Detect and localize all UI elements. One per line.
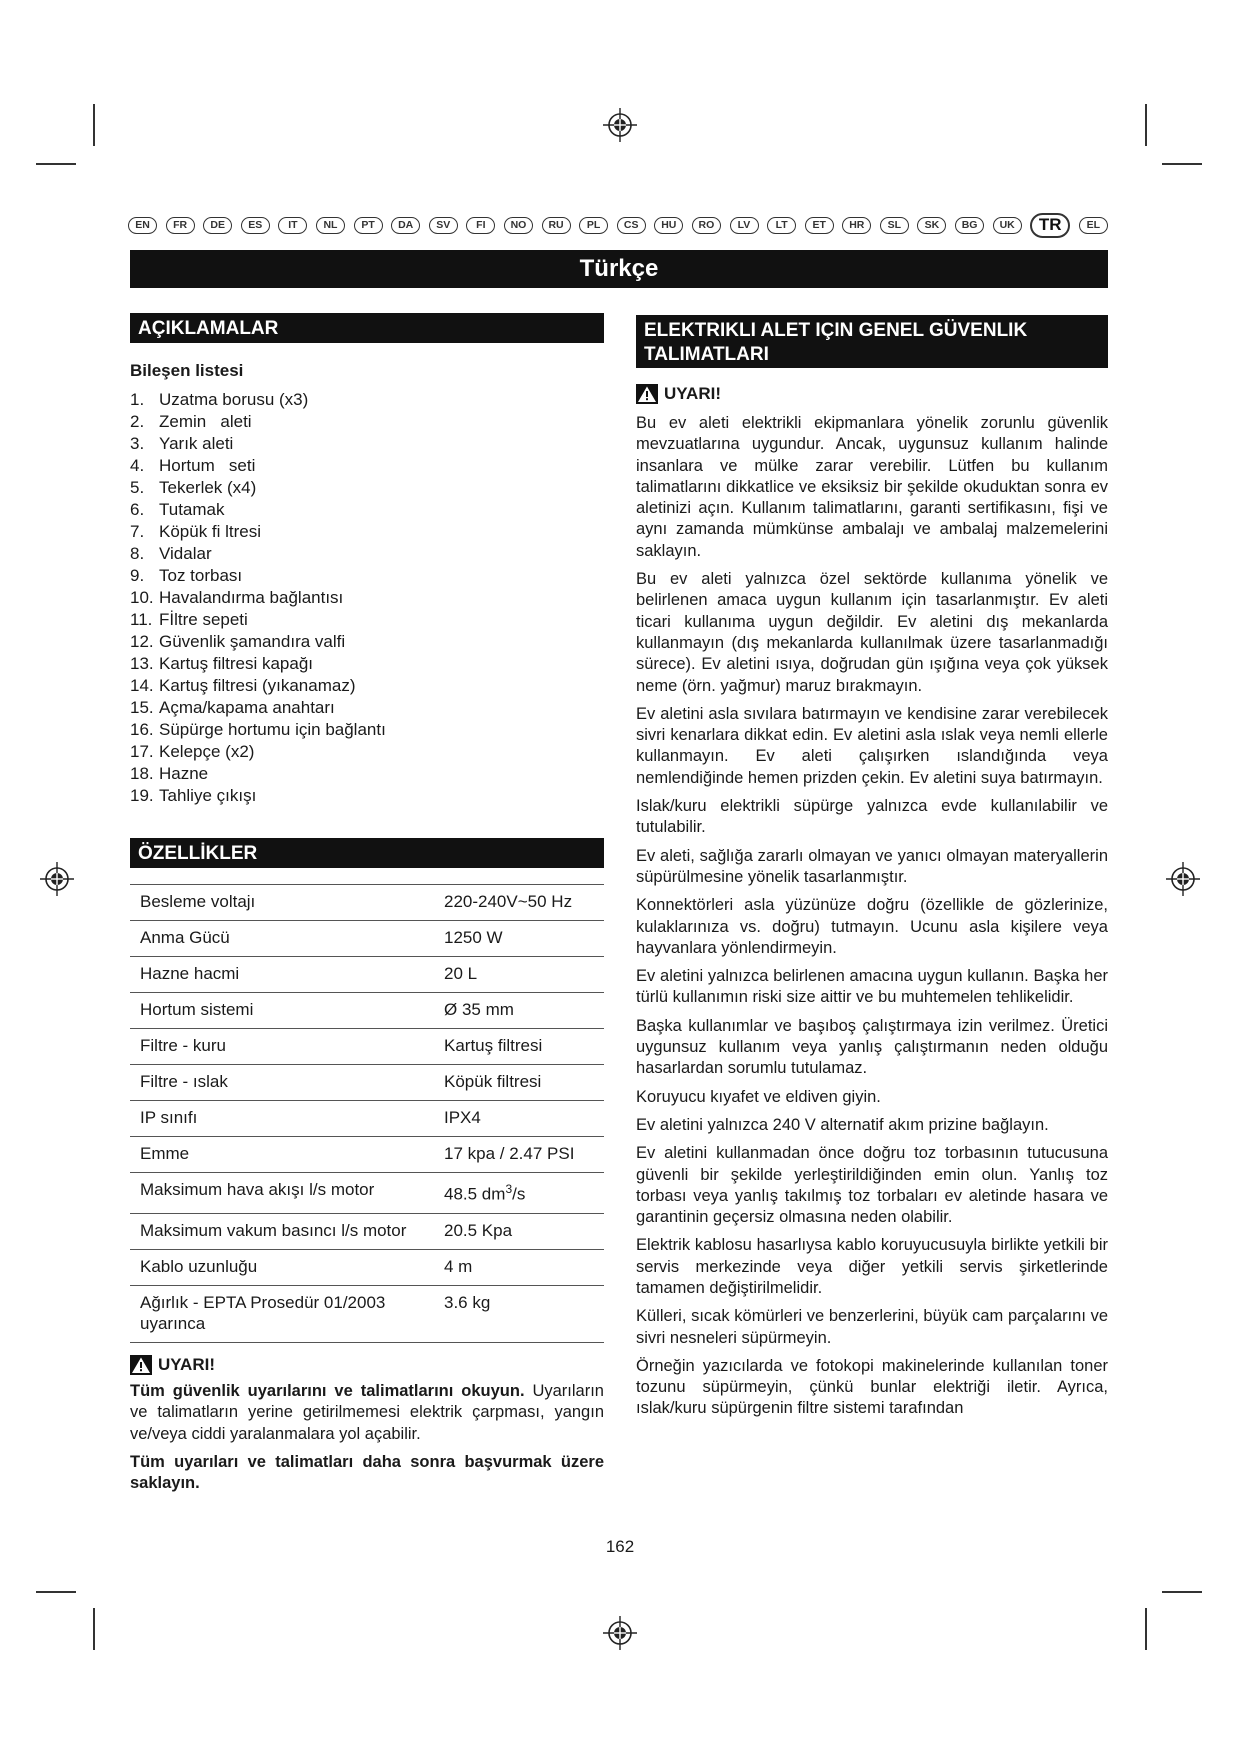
spec-value [434, 1249, 604, 1285]
language-uk-badge[interactable]: UK [993, 217, 1022, 234]
language-da-badge[interactable]: DA [391, 217, 420, 234]
language-fr-badge[interactable]: FR [166, 217, 195, 234]
list-item-text: Kelepçe (x2) [159, 742, 255, 761]
warning-heading [130, 1355, 604, 1375]
language-cs-badge[interactable]: CS [617, 217, 646, 234]
crop-mark [93, 1608, 95, 1650]
crop-mark [36, 1591, 76, 1593]
list-item [130, 587, 604, 609]
spec-value [434, 1101, 604, 1137]
table-row [130, 1285, 604, 1342]
list-item [130, 389, 604, 411]
list-item-number: 1. [130, 390, 145, 409]
list-item [130, 741, 604, 763]
list-item-number: 11. [130, 610, 153, 629]
list-item-number: 7. [130, 522, 145, 541]
section-heading-safety: ELEKTRIKLI ALET IÇIN GENEL GÜVENLIK TALIMATLARI [636, 315, 1108, 368]
list-item-number: 2. [130, 412, 145, 431]
crop-mark [1162, 1591, 1202, 1593]
language-sl-badge[interactable]: SL [880, 217, 909, 234]
language-tr-badge[interactable]: TR [1030, 213, 1070, 238]
list-item-number: 19. [130, 786, 154, 805]
list-item [130, 697, 604, 719]
list-item [130, 675, 604, 697]
language-en-badge[interactable]: EN [128, 217, 157, 234]
list-item-text: Hortum seti [159, 456, 256, 475]
spec-label: Hazne hacmi [140, 964, 240, 983]
list-item-text: Vidalar [159, 544, 212, 563]
list-item [130, 477, 604, 499]
list-item-text: Kartuş filtresi kapağı [159, 654, 314, 673]
section-heading-descriptions: AÇIKLAMALAR [130, 313, 604, 343]
warning-text: Uyarıların ve talimatların yerine getirilmemesi elektrik çarpması, yangın ve/veya ciddi yaralanmalara yol açabilir. [130, 1382, 604, 1443]
left-warning-block [130, 1355, 604, 1501]
spec-label: Emme [140, 1144, 190, 1163]
safety-paragraph: Külleri, sıcak kömürleri ve benzerlerini, büyük cam parçalarını ve sivri nesneleri süpürmeyin. [636, 1307, 1108, 1347]
safety-paragraph: Elektrik kablosu hasarlıysa kablo koruyucusuyla birlikte yetkili bir servis merkezinde veya diğer yetkili servis şirketlerinde tamamen değiştirilmelidir. [636, 1236, 1108, 1297]
warning-triangle-icon [636, 384, 658, 404]
spec-value-text: 220-240V~50 Hz [444, 892, 573, 911]
language-nl-badge[interactable]: NL [316, 217, 345, 234]
table-row [130, 1029, 604, 1065]
language-lv-badge[interactable]: LV [730, 217, 759, 234]
safety-paragraph: Konnektörleri asla yüzünüze doğru (özellikle de gözlerinize, kulaklarınıza vs. doğru) tutmayın. Ucunu asla kişilere veya hayvanlara yönlendirmeyin. [636, 896, 1108, 957]
registration-mark-icon [40, 862, 74, 896]
list-item-number: 15. [130, 698, 154, 717]
registration-mark-icon [603, 108, 637, 142]
spec-label: Hortum sistemi [140, 1000, 254, 1019]
language-de-badge[interactable]: DE [203, 217, 232, 234]
table-row [130, 1101, 604, 1137]
registration-mark-icon [1166, 862, 1200, 896]
spec-value-text: IPX4 [444, 1108, 481, 1127]
list-item-number: 5. [130, 478, 145, 497]
language-et-badge[interactable]: ET [805, 217, 834, 234]
warning-label: UYARI! [158, 1355, 215, 1374]
language-bar [128, 212, 1108, 238]
table-row [130, 1173, 604, 1214]
list-item-text: Zemin aleti [159, 412, 252, 431]
spec-label: Maksimum vakum basıncı l/s motor [140, 1220, 407, 1240]
list-item-text: Güvenlik şamandıra valfi [159, 632, 346, 651]
page-title: Türkçe [130, 250, 1108, 288]
spec-value [434, 1285, 604, 1342]
warning-paragraph [130, 1381, 604, 1445]
spec-value-text: Ø 35 mm [444, 1000, 514, 1019]
spec-value-text: 1250 W [444, 928, 503, 947]
list-item-number: 18. [130, 764, 154, 783]
language-pl-badge[interactable]: PL [579, 217, 608, 234]
language-no-badge[interactable]: NO [504, 217, 533, 234]
list-item [130, 455, 604, 477]
language-es-badge[interactable]: ES [241, 217, 270, 234]
safety-paragraph: Koruyucu kıyafet ve eldiven giyin. [636, 1087, 881, 1106]
spec-label: Besleme voltajı [140, 892, 256, 911]
spec-value [434, 1065, 604, 1101]
list-item-text: Yarık aleti [159, 434, 234, 453]
safety-paragraph: Ev aletini kullanmadan önce doğru toz torbasının tutucusuna güvenli bir şekilde yerleştirildiğinden emin olun. Yanlış toz torbası veya yanlış takılmış toz torbaları ev aletinde hasara ve garantinin geçersiz olmasına neden olabilir. [636, 1144, 1108, 1227]
language-sk-badge[interactable]: SK [917, 217, 946, 234]
specifications-table [130, 884, 604, 1343]
spec-value [434, 1029, 604, 1065]
crop-mark [93, 104, 95, 146]
table-row [130, 1213, 604, 1249]
spec-label: Maksimum hava akışı l/s motor [140, 1180, 375, 1199]
safety-paragraph: Ev aleti, sağlığa zararlı olmayan ve yanıcı olmayan materyallerin süpürülmesine yönelik tasarlanmıştır. [636, 846, 1108, 886]
list-item [130, 631, 604, 653]
spec-value-text: 20.5 Kpa [444, 1220, 513, 1240]
language-it-badge[interactable]: IT [278, 217, 307, 234]
list-item-number: 12. [130, 632, 154, 651]
spec-value [434, 957, 604, 993]
list-item-number: 8. [130, 544, 145, 563]
table-row [130, 921, 604, 957]
language-pt-badge[interactable]: PT [354, 217, 383, 234]
list-item [130, 653, 604, 675]
language-hu-badge[interactable]: HU [654, 217, 683, 234]
language-sv-badge[interactable]: SV [429, 217, 458, 234]
list-item [130, 499, 604, 521]
table-row [130, 885, 604, 921]
list-item-text: Fİltre sepeti [159, 610, 248, 629]
spec-value [434, 1173, 604, 1214]
spec-value [434, 1137, 604, 1173]
list-item-number: 10. [130, 588, 154, 607]
list-item [130, 785, 604, 807]
warning-bold-text: Tüm güvenlik uyarılarını ve talimatlarını okuyun. [130, 1382, 525, 1400]
list-item-text: Açma/kapama anahtarı [159, 698, 335, 717]
list-item-number: 14. [130, 676, 154, 695]
safety-paragraph: Bu ev aleti yalnızca özel sektörde kullanıma yönelik ve belirlenen amaca uygun kullanım için tasarlanmıştır. Ev aleti ticari kullanıma uygun değildir. Ev aletini dış mekanlarda kullanmayın (dış mekanlarda kullanılmak üzere tasarlanmadığı sürece). Ev aletini ısıya, doğrudan gün ışığına veya çok yüksek neme (örn. yağmur) maruz bırakmayın. [636, 570, 1108, 695]
list-item-number: 4. [130, 456, 145, 475]
crop-mark [1162, 163, 1202, 165]
safety-paragraph: Başka kullanımlar ve başıboş çalıştırmaya izin verilmez. Üretici uygunsuz kullanım veya yanlış çalıştırmanın neden olduğu hasarlardan sorumlu tutulamaz. [636, 1016, 1108, 1078]
language-fi-badge[interactable]: FI [466, 217, 495, 234]
list-item [130, 433, 604, 455]
table-row [130, 993, 604, 1029]
list-item [130, 609, 604, 631]
language-lt-badge[interactable]: LT [767, 217, 796, 234]
spec-value-text: 4 m [444, 1256, 473, 1276]
list-item [130, 565, 604, 587]
safety-paragraph: Ev aletini yalnızca belirlenen amacına uygun kullanın. Başka her türlü kullanımın riski size aittir ve bu muhtemelen tehlikelidir. [636, 967, 1108, 1007]
list-item-text: Kartuş filtresi (yıkanamaz) [159, 676, 356, 695]
list-item [130, 763, 604, 785]
list-item-number: 3. [130, 434, 145, 453]
list-item-number: 6. [130, 500, 145, 519]
spec-label: Anma Gücü [140, 928, 230, 947]
list-item-number: 16. [130, 720, 154, 739]
language-el-badge[interactable]: EL [1079, 217, 1108, 234]
crop-mark [1145, 104, 1147, 146]
language-ro-badge[interactable]: RO [692, 217, 721, 234]
safety-paragraph: Islak/kuru elektrikli süpürge yalnızca evde kullanılabilir ve tutulabilir. [636, 797, 1108, 837]
table-row [130, 1249, 604, 1285]
components-title: Bileşen listesi [130, 361, 244, 380]
list-item-text: Tahliye çıkışı [159, 786, 257, 805]
safety-paragraph: Bu ev aleti elektrikli ekipmanlara yönelik zorunlu güvenlik mevzuatlarına uygundur. Ancak, uygunsuz kullanım halinde insanlara ve mülke zarar verebilir. Lütfen bu kullanım talimatlarını dikkatlice ve eksiksiz bir şekilde okuduktan sonra ev aletinizi açın. Kullanım talimatlarını, garanti sertifikasını, fişi ve aynı zamanda mümkünse ambalajı ve ambalaj malzemelerini saklayın. [636, 414, 1108, 560]
warning-heading [636, 384, 721, 404]
component-list [130, 389, 604, 807]
spec-value-superscript: 3 [505, 1182, 513, 1196]
spec-label: IP sınıfı [140, 1108, 198, 1127]
warning-triangle-icon [130, 1355, 152, 1375]
table-row [130, 957, 604, 993]
crop-mark [1145, 1608, 1147, 1650]
list-item-text: Köpük fi ltresi [159, 522, 262, 541]
crop-mark [36, 163, 76, 165]
safety-paragraph: Ev aletini asla sıvılara batırmayın ve kendisine zarar verebilecek sivri kenarlara dikkat edin. Ev aletini asla ıslak veya nemli ellerle kullanmayın. Ev aleti çalışırken ıslandığında veya nemlendiğinde hemen prizden çekin. Ev aletini suya batırmayın. [636, 704, 1108, 787]
section-heading-features: ÖZELLİKLER [130, 838, 604, 868]
spec-value [434, 885, 604, 921]
spec-label: Filtre - ıslak [140, 1072, 228, 1091]
spec-value-text: 20 L [444, 964, 478, 983]
list-item-text: Hazne [159, 764, 209, 783]
spec-value-text: 48.5 dm [444, 1184, 506, 1204]
warning-keep-text: Tüm uyarıları ve talimatları daha sonra başvurmak üzere saklayın. [130, 1452, 604, 1493]
list-item-text: Süpürge hortumu için bağlantı [159, 720, 386, 739]
list-item-number: 13. [130, 654, 154, 673]
spec-value-unit: /s [512, 1184, 526, 1204]
warning-label: UYARI! [664, 384, 721, 403]
spec-label: Ağırlık - EPTA Prosedür 01/2003 uyarınca [140, 1292, 386, 1333]
table-row [130, 1137, 604, 1173]
spec-value-text: Kartuş filtresi [444, 1036, 543, 1055]
table-row [130, 1065, 604, 1101]
safety-paragraph: Ev aletini yalnızca 240 V alternatif akım prizine bağlayın. [636, 1115, 1049, 1134]
list-item-text: Tekerlek (x4) [159, 478, 257, 497]
spec-label: Filtre - kuru [140, 1036, 226, 1055]
spec-label: Kablo uzunluğu [140, 1256, 258, 1276]
list-item [130, 719, 604, 741]
list-item [130, 543, 604, 565]
spec-value-text: 17 kpa / 2.47 PSI [444, 1144, 575, 1163]
spec-value-text: 3.6 kg [444, 1292, 491, 1312]
list-item-text: Uzatma borusu (x3) [159, 390, 309, 409]
language-ru-badge[interactable]: RU [542, 217, 571, 234]
spec-value [434, 1213, 604, 1249]
spec-value [434, 993, 604, 1029]
registration-mark-icon [603, 1616, 637, 1650]
list-item [130, 411, 604, 433]
list-item-text: Havalandırma bağlantısı [159, 588, 344, 607]
spec-value [434, 921, 604, 957]
safety-text [636, 413, 1108, 1427]
list-item-number: 9. [130, 566, 145, 585]
list-item [130, 521, 604, 543]
safety-paragraph: Örneğin yazıcılarda ve fotokopi makinelerinde kullanılan toner tozunu süpürmeyin, çünkü bunlar elektriği iletir. Ayrıca, ıslak/kuru süpürgenin filtre sistemi tarafından [636, 1356, 1108, 1418]
list-item-text: Toz torbası [159, 566, 243, 585]
list-item-text: Tutamak [159, 500, 225, 519]
language-bg-badge[interactable]: BG [955, 217, 984, 234]
language-hr-badge[interactable]: HR [842, 217, 871, 234]
page-number: 162 [605, 1537, 635, 1556]
list-item-number: 17. [130, 742, 154, 761]
spec-value-text: Köpük filtresi [444, 1072, 542, 1091]
